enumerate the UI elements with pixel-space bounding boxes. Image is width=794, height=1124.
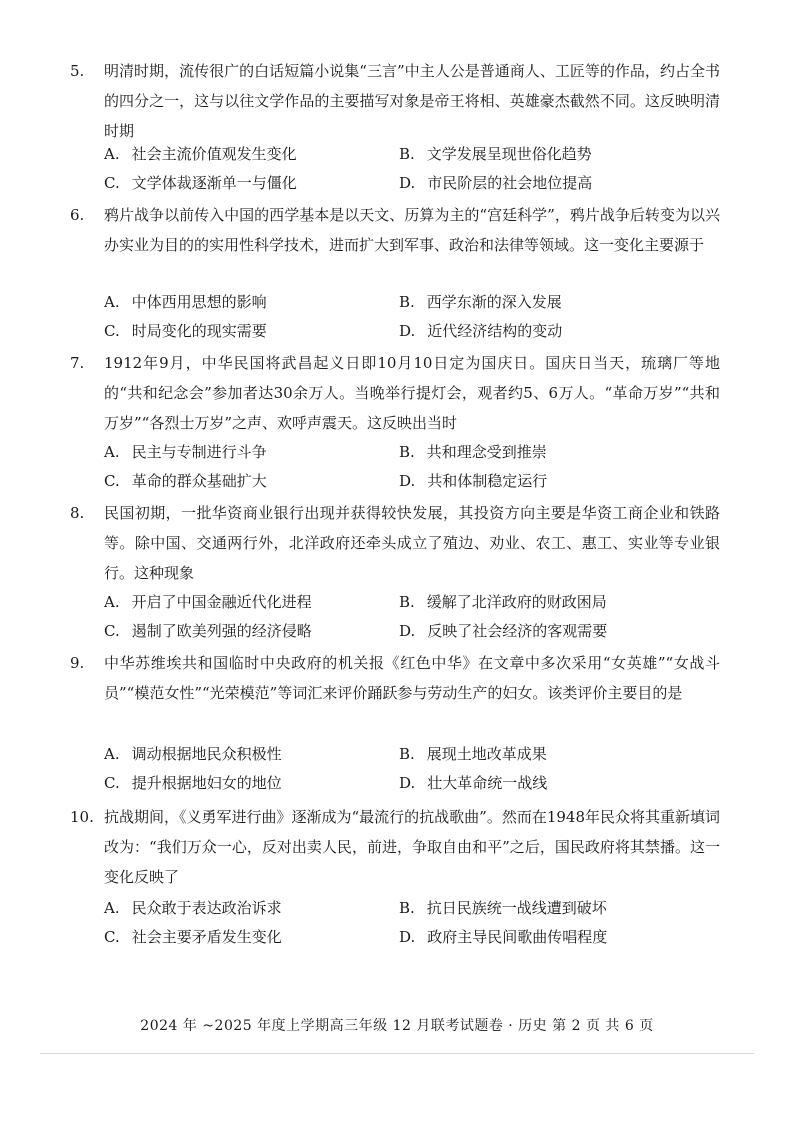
option-b: B. 共和理念受到推崇: [399, 443, 547, 461]
option-d: D. 政府主导民间歌曲传唱程度: [399, 928, 608, 946]
question-number: 7.: [70, 354, 85, 372]
page-footer: 2024 年 ~2025 年度上学期高三年级 12 月联考试题卷 · 历史 第 2 页 共 6 页: [140, 1018, 654, 1034]
footer-divider: [40, 1053, 754, 1054]
option-d: D. 反映了社会经济的客观需要: [399, 622, 608, 640]
option-d: D. 市民阶层的社会地位提高: [399, 174, 593, 192]
question-10: [70, 802, 720, 892]
option-c: C. 文学体裁逐渐单一与僵化: [104, 174, 297, 192]
option-b: B. 西学东渐的深入发展: [399, 293, 562, 311]
question-number: 8.: [70, 504, 85, 522]
question-9-options: [104, 740, 720, 798]
question-6-options: [104, 288, 720, 346]
option-a: A. 民主与专制进行斗争: [104, 443, 267, 461]
option-a: A. 开启了中国金融近代化进程: [104, 593, 312, 611]
question-9: [70, 648, 720, 708]
question-7-options: [104, 438, 720, 496]
option-b: B. 缓解了北洋政府的财政困局: [399, 593, 607, 611]
question-8: [70, 498, 720, 588]
option-a: A. 调动根据地民众积极性: [104, 745, 282, 763]
question-10-options: [104, 894, 720, 952]
question-number: 10.: [70, 808, 94, 826]
option-b: B. 展现土地改革成果: [399, 745, 547, 763]
question-stem: 1912年9月，中华民国将武昌起义日即10月10日定为国庆日。国庆日当天，琉璃厂等地的“共和纪念会”参加者达30余万人。当晚举行提灯会，观者约5、6万人。“革命万岁”“共和万岁”“各烈士万岁”之声、欢呼声震天。这反映出当时: [104, 354, 720, 432]
question-stem: 民国初期，一批华资商业银行出现并获得较快发展，其投资方向主要是华资工商企业和铁路等。除中国、交通两行外，北洋政府还牵头成立了殖边、劝业、农工、惠工、实业等专业银行。这种现象: [104, 504, 720, 582]
option-c: C. 提升根据地妇女的地位: [104, 774, 282, 792]
question-5-options: [104, 140, 720, 198]
option-b: B. 文学发展呈现世俗化趋势: [399, 145, 592, 163]
question-5: [70, 56, 720, 146]
option-d: D. 近代经济结构的变动: [399, 322, 563, 340]
option-c: C. 革命的群众基础扩大: [104, 472, 267, 490]
question-stem: 中华苏维埃共和国临时中央政府的机关报《红色中华》在文章中多次采用“女英雄”“女战斗员”“模范女性”“光荣模范”等词汇来评价踊跃参与劳动生产的妇女。该类评价主要目的是: [104, 654, 720, 702]
question-stem: 抗战期间，《义勇军进行曲》逐渐成为“最流行的抗战歌曲”。然而在1948年民众将其重新填词改为：“我们万众一心，反对出卖人民，前进，争取自由和平”之后，国民政府将其禁播。这一变化反映了: [104, 808, 721, 886]
question-6: [70, 200, 720, 260]
option-a: A. 社会主流价值观发生变化: [104, 145, 297, 163]
question-number: 5.: [70, 62, 85, 80]
option-d: D. 壮大革命统一战线: [399, 774, 548, 792]
question-stem: 明清时期，流传很广的白话短篇小说集“三言”中主人公是普通商人、工匠等的作品，约占全书的四分之一，这与以往文学作品的主要描写对象是帝王将相、英雄豪杰截然不同。这反映明清时期: [104, 62, 720, 140]
option-c: C. 社会主要矛盾发生变化: [104, 928, 282, 946]
question-7: [70, 348, 720, 438]
option-b: B. 抗日民族统一战线遭到破坏: [399, 899, 607, 917]
option-c: C. 时局变化的现实需要: [104, 322, 267, 340]
question-8-options: [104, 588, 720, 646]
option-a: A. 民众敢于表达政治诉求: [104, 899, 282, 917]
question-number: 9.: [70, 654, 85, 672]
option-a: A. 中体西用思想的影响: [104, 293, 267, 311]
option-d: D. 共和体制稳定运行: [399, 472, 548, 490]
option-c: C. 遏制了欧美列强的经济侵略: [104, 622, 312, 640]
question-stem: 鸦片战争以前传入中国的西学基本是以天文、历算为主的“宫廷科学”，鸦片战争后转变为以兴办实业为目的的实用性科学技术，进而扩大到军事、政治和法律等领域。这一变化主要源于: [104, 206, 720, 254]
question-number: 6.: [70, 206, 85, 224]
